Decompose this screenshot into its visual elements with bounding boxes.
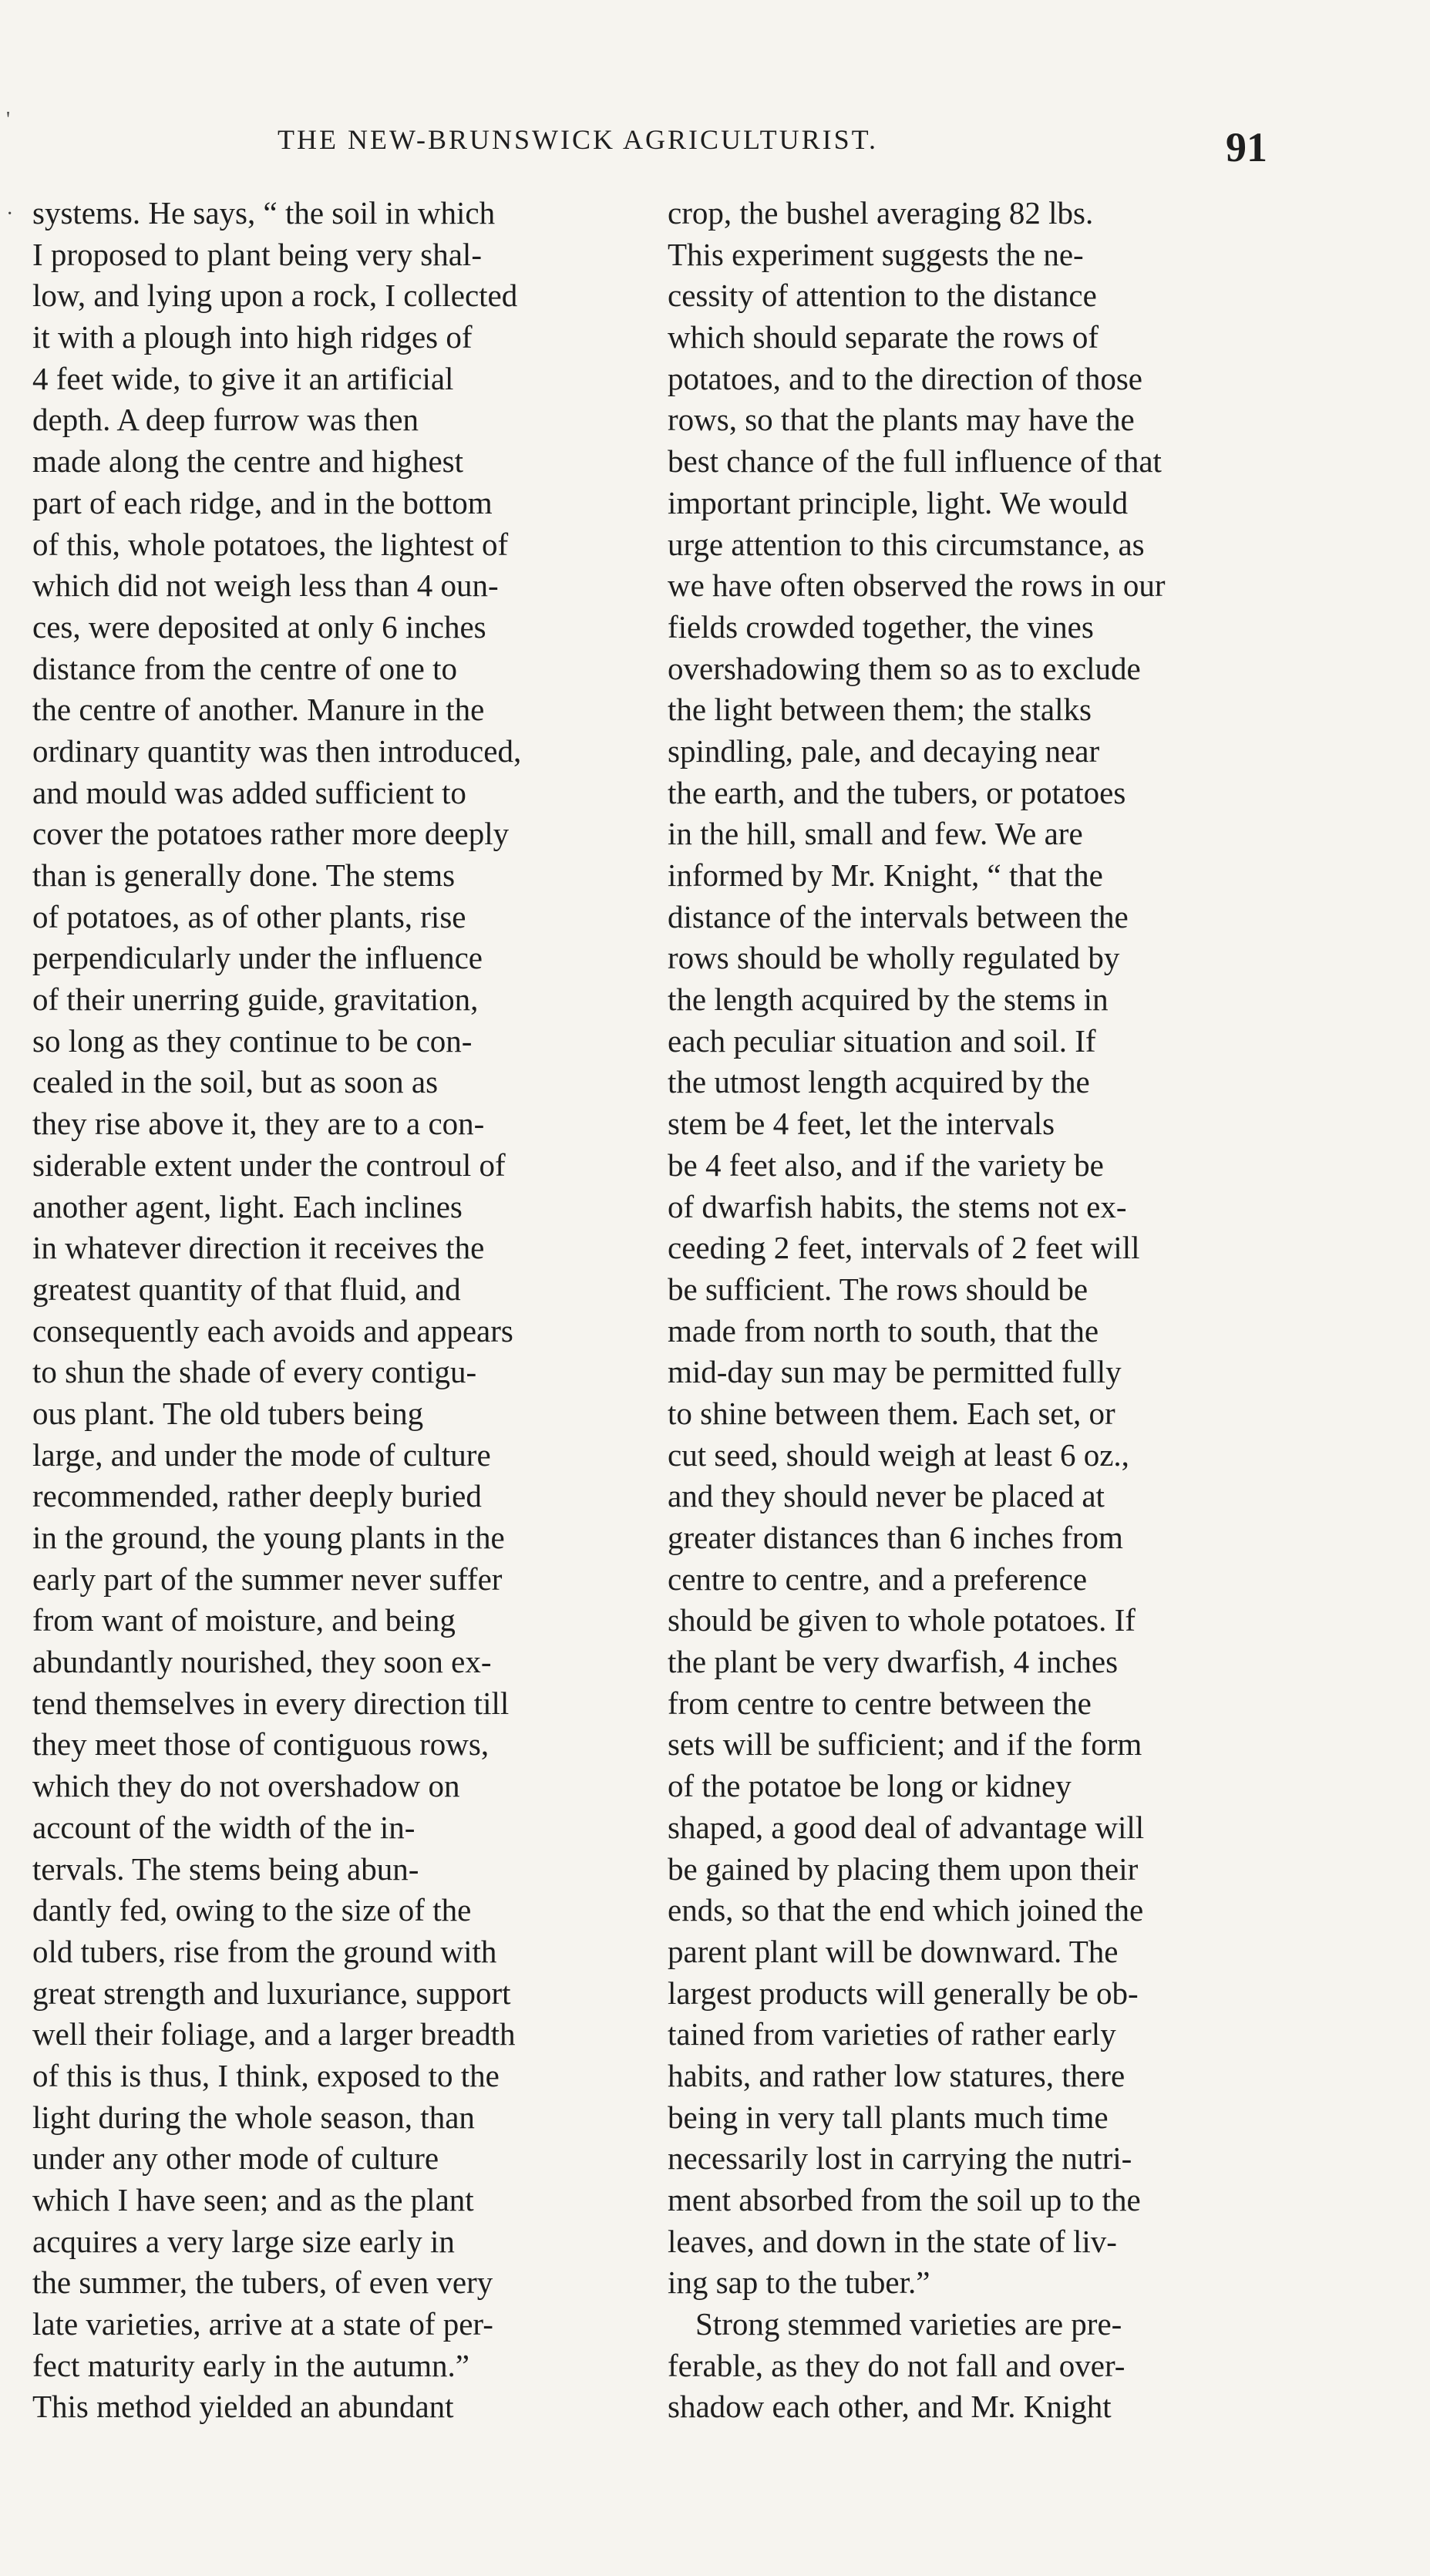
text-line: sets will be sufficient; and if the form	[668, 1726, 1142, 1763]
text-line: the utmost length acquired by the	[668, 1064, 1090, 1100]
margin-mark: ·	[6, 202, 14, 226]
text-line: the summer, the tubers, of even very	[32, 2265, 493, 2301]
left-text-column	[32, 193, 657, 2428]
text-line: fect maturity early in the autumn.”	[32, 2347, 469, 2383]
text-line: made from north to south, that the	[668, 1312, 1099, 1349]
text-line: parent plant will be downward. The	[668, 1933, 1119, 1969]
text-line: ces, were deposited at only 6 inches	[32, 608, 486, 645]
text-line: under any other mode of culture	[32, 2140, 439, 2177]
text-line: ous plant. The old tubers being	[32, 1395, 424, 1431]
text-line: light during the whole season, than	[32, 2099, 475, 2135]
text-line: from centre to centre between the	[668, 1685, 1092, 1721]
text-line: low, and lying upon a rock, I collected	[32, 278, 518, 314]
text-line: it with a plough into high ridges of	[32, 319, 473, 355]
text-line: the centre of another. Manure in the	[32, 692, 485, 728]
text-line: to shun the shade of every contigu-	[32, 1354, 477, 1390]
text-line: necessarily lost in carrying the nutri-	[668, 2140, 1132, 2177]
text-line: be gained by placing them upon their	[668, 1850, 1139, 1887]
text-line: ends, so that the end which joined the	[668, 1892, 1144, 1928]
text-line: greatest quantity of that fluid, and	[32, 1271, 461, 1307]
text-line: This method yielded an abundant	[32, 2389, 454, 2425]
text-line: from want of moisture, and being	[32, 1602, 456, 1638]
text-line: they meet those of contiguous rows,	[32, 1726, 490, 1763]
text-line: best chance of the full influence of that	[668, 443, 1162, 480]
text-line: well their foliage, and a larger breadth	[32, 2016, 516, 2052]
text-line: depth. A deep furrow was then	[32, 402, 419, 438]
text-line: large, and under the mode of culture	[32, 1436, 491, 1473]
text-line: spindling, pale, and decaying near	[668, 732, 1100, 769]
text-line: the plant be very dwarfish, 4 inches	[668, 1644, 1119, 1680]
text-line: tained from varieties of rather early	[668, 2016, 1116, 2052]
text-line: the earth, and the tubers, or potatoes	[668, 774, 1126, 810]
text-line: This experiment suggests the ne-	[668, 236, 1084, 272]
text-line: dantly fed, owing to the size of the	[32, 1892, 472, 1928]
text-line: ing sap to the tuber.”	[668, 2265, 930, 2301]
text-line: 4 feet wide, to give it an artificial	[32, 360, 454, 396]
text-line: informed by Mr. Knight, “ that the	[668, 857, 1103, 893]
text-line: stem be 4 feet, let the intervals	[668, 1106, 1055, 1142]
text-line: each peculiar situation and soil. If	[668, 1022, 1096, 1059]
text-line: ordinary quantity was then introduced,	[32, 732, 522, 769]
text-line: another agent, light. Each inclines	[32, 1188, 463, 1224]
text-line: be 4 feet also, and if the variety be	[668, 1147, 1104, 1183]
text-line: habits, and rather low statures, there	[668, 2057, 1125, 2093]
text-line: acquires a very large size early in	[32, 2223, 455, 2259]
text-line: being in very tall plants much time	[668, 2099, 1109, 2135]
text-line: of dwarfish habits, the stems not ex-	[668, 1188, 1127, 1224]
text-line: and mould was added sufficient to	[32, 774, 466, 810]
text-line: of potatoes, as of other plants, rise	[32, 898, 466, 934]
text-line: urge attention to this circumstance, as	[668, 526, 1145, 562]
text-line: which should separate the rows of	[668, 319, 1099, 355]
text-line: be sufficient. The rows should be	[668, 1271, 1088, 1307]
margin-mark: '	[6, 108, 11, 132]
text-line: potatoes, and to the direction of those	[668, 360, 1142, 396]
text-line: rows should be wholly regulated by	[668, 940, 1120, 976]
text-line: rows, so that the plants may have the	[668, 402, 1135, 438]
text-line: I proposed to plant being very shal-	[32, 236, 482, 272]
text-line: they rise above it, they are to a con-	[32, 1106, 485, 1142]
text-line: systems. He says, “ the soil in which	[32, 195, 496, 231]
page-number: 91	[1226, 124, 1267, 170]
text-line: mid-day sun may be permitted fully	[668, 1354, 1122, 1390]
text-line: greater distances than 6 inches from	[668, 1520, 1123, 1555]
text-line: consequently each avoids and appears	[32, 1312, 513, 1349]
right-text-column	[668, 193, 1263, 2428]
text-line: shadow each other, and Mr. Knight	[668, 2389, 1112, 2425]
text-line: cut seed, should weigh at least 6 oz.,	[668, 1436, 1129, 1473]
text-line: distance of the intervals between the	[668, 898, 1129, 934]
text-line: which I have seen; and as the plant	[32, 2182, 474, 2217]
text-line: account of the width of the in-	[32, 1809, 416, 1845]
text-line: important principle, light. We would	[668, 484, 1129, 520]
text-line: cealed in the soil, but as soon as	[32, 1064, 439, 1100]
text-line: the length acquired by the stems in	[668, 982, 1109, 1018]
text-line: Strong stemmed varieties are pre-	[695, 2306, 1122, 2342]
text-line: than is generally done. The stems	[32, 857, 456, 893]
text-line: to shine between them. Each set, or	[668, 1395, 1115, 1431]
text-line: which they do not overshadow on	[32, 1768, 460, 1804]
text-line: old tubers, rise from the ground with	[32, 1933, 497, 1969]
text-line: should be given to whole potatoes. If	[668, 1602, 1136, 1638]
text-line: cessity of attention to the distance	[668, 278, 1097, 314]
text-line: the light between them; the stalks	[668, 692, 1092, 728]
text-line: largest products will generally be ob-	[668, 1975, 1139, 2011]
text-line: early part of the summer never suffer	[32, 1561, 503, 1597]
text-line: in whatever direction it receives the	[32, 1230, 485, 1266]
text-line: tervals. The stems being abun-	[32, 1850, 419, 1887]
text-line: ferable, as they do not fall and over-	[668, 2347, 1125, 2383]
text-line: great strength and luxuriance, support	[32, 1975, 511, 2011]
text-line: perpendicularly under the influence	[32, 940, 483, 976]
text-line: made along the centre and highest	[32, 443, 463, 480]
text-line: distance from the centre of one to	[32, 650, 457, 686]
text-line: of the potatoe be long or kidney	[668, 1768, 1072, 1804]
text-line: ceeding 2 feet, intervals of 2 feet will	[668, 1230, 1140, 1266]
running-title: THE NEW-BRUNSWICK AGRICULTURIST.	[278, 124, 878, 155]
text-line: ment absorbed from the soil up to the	[668, 2182, 1141, 2217]
text-line: siderable extent under the controul of	[32, 1147, 506, 1183]
text-line: centre to centre, and a preference	[668, 1561, 1088, 1597]
text-line: in the hill, small and few. We are	[668, 816, 1083, 852]
text-line: late varieties, arrive at a state of per-	[32, 2306, 493, 2342]
text-line: abundantly nourished, they soon ex-	[32, 1644, 492, 1680]
text-line: of this is thus, I think, exposed to the	[32, 2057, 500, 2093]
text-line: leaves, and down in the state of liv-	[668, 2223, 1117, 2259]
text-line: part of each ridge, and in the bottom	[32, 484, 493, 520]
text-line: fields crowded together, the vines	[668, 608, 1094, 645]
text-line: recommended, rather deeply buried	[32, 1478, 482, 1514]
text-line: overshadowing them so as to exclude	[668, 650, 1141, 686]
text-line: we have often observed the rows in our	[668, 567, 1166, 604]
text-line: of their unerring guide, gravitation,	[32, 982, 479, 1018]
text-line: shaped, a good deal of advantage will	[668, 1809, 1145, 1845]
text-line: which did not weigh less than 4 oun-	[32, 567, 499, 604]
text-line: of this, whole potatoes, the lightest of	[32, 526, 509, 562]
text-line: crop, the bushel averaging 82 lbs.	[668, 195, 1094, 231]
text-line: tend themselves in every direction till	[32, 1685, 510, 1721]
text-line: and they should never be placed at	[668, 1478, 1105, 1514]
text-line: in the ground, the young plants in the	[32, 1520, 505, 1555]
text-line: cover the potatoes rather more deeply	[32, 816, 510, 852]
text-line: so long as they continue to be con-	[32, 1022, 473, 1059]
